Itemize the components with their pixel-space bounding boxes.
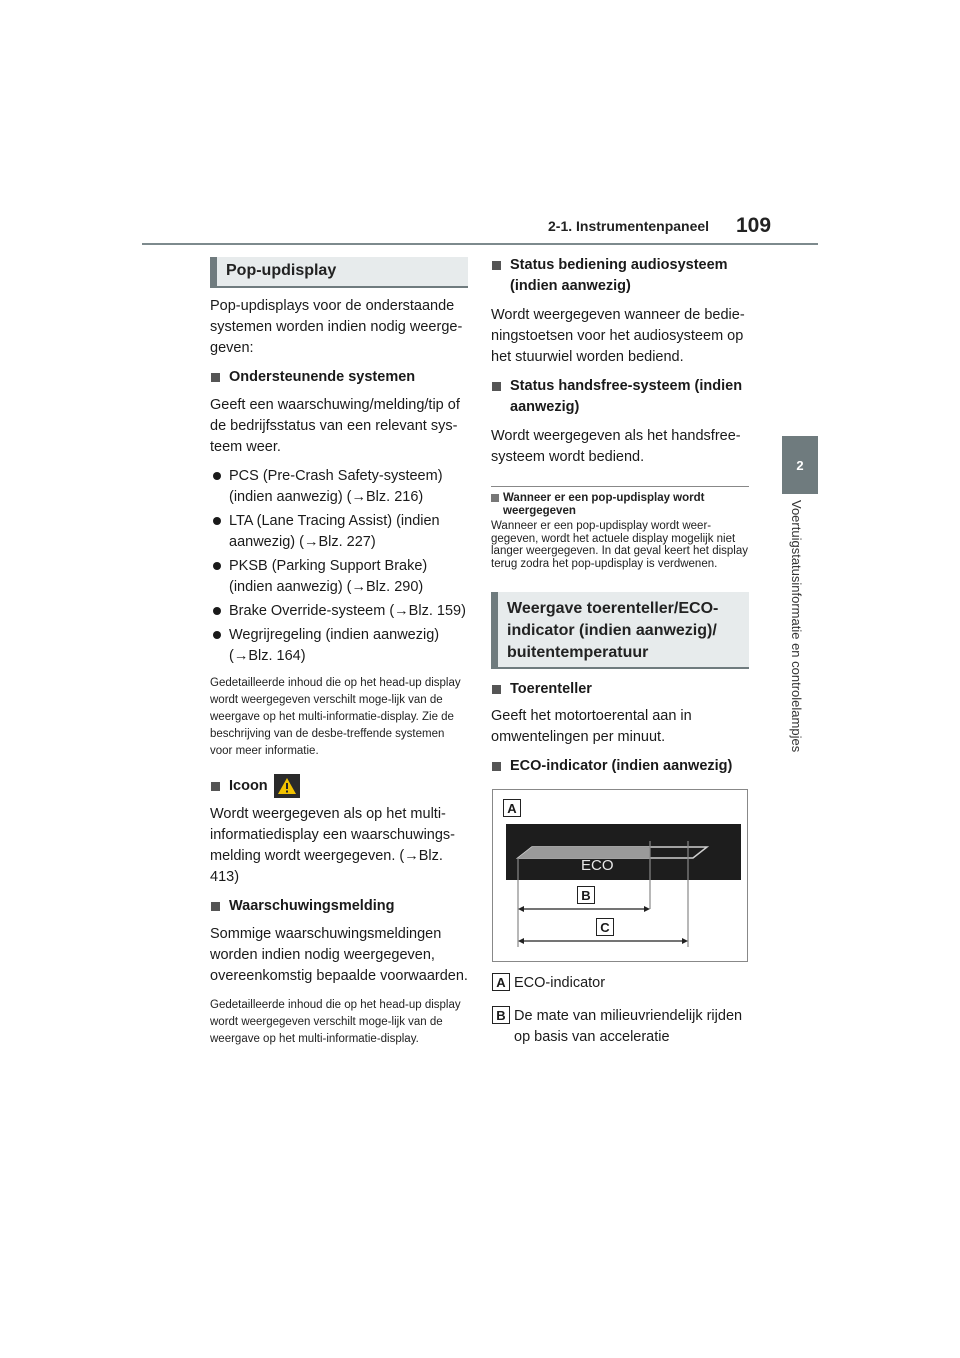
subheading-icon: Icoon	[210, 776, 268, 797]
list-item: PCS (Pre-Crash Safety-systeem) (indien aanwezig) (→Blz. 216)	[210, 466, 468, 508]
callout-b: B	[577, 886, 595, 904]
note-text: Wanneer er een pop-updisplay wordt weer-gegeven, wordt het actuele display mogelijk niet langer weergegeven. In dat geval keert het display terug zodra het pop-updisplay is verdwenen.	[491, 520, 748, 570]
chapter-title: Voertuigstatusinformatie en controlelampjes	[789, 500, 804, 753]
legend-item: B De mate van milieuvriendelijk rijden op basis van acceleratie	[492, 1006, 750, 1048]
list-item: LTA (Lane Tracing Assist) (indien aanwezig) (→Blz. 227)	[210, 511, 468, 553]
section-title: 2-1. Instrumentenpaneel	[548, 218, 710, 234]
callout-c: C	[596, 918, 614, 936]
note-hud-2: Gedetailleerde inhoud die op het head-up display wordt weergegeven verschilt moge-lijk van de weergave op het multi-informatie-display.	[210, 999, 461, 1045]
subheading-warning-message: Waarschuwingsmelding	[210, 896, 468, 917]
section-heading-popup: Pop-updisplay	[210, 257, 468, 288]
left-column	[210, 257, 468, 1048]
subheading-tachometer: Toerenteller	[491, 679, 749, 700]
support-systems-text: Geeft een waarschuwing/melding/tip of de bedrijfsstatus van een relevant sys-teem weer.	[210, 397, 460, 455]
list-item: Brake Override-systeem (→Blz. 159)	[210, 601, 468, 622]
note-block	[491, 486, 749, 570]
subheading-eco-indicator: ECO-indicator (indien aanwezig)	[491, 756, 749, 777]
list-item: PKSB (Parking Support Brake) (indien aanwezig) (→Blz. 290)	[210, 556, 468, 598]
audio-status-text: Wordt weergegeven wanneer de bedie-ningstoetsen voor het audiosysteem op het stuurwiel worden bediend.	[491, 307, 745, 365]
eco-label: ECO	[581, 857, 614, 874]
subheading-handsfree-status: Status handsfree-systeem (indien aanwezig)	[491, 376, 749, 418]
eco-indicator-figure	[492, 789, 748, 962]
tachometer-text: Geeft het motortoerental aan in omwentelingen per minuut.	[491, 708, 692, 745]
callout-a: A	[503, 799, 521, 817]
section-heading-tachometer: Weergave toerenteller/ECO-indicator (indien aanwezig)/ buitentemperatuur	[491, 592, 749, 669]
figure-legend	[492, 973, 750, 1048]
subheading-audio-status: Status bediening audiosysteem (indien aanwezig)	[491, 255, 749, 297]
note-hud-1: Gedetailleerde inhoud die op het head-up display wordt weergegeven verschilt moge-lijk van de weergave op het multi-informatie-display. Zie de beschrijving van de desbe-treffende systemen voor meer informatie.	[210, 677, 461, 757]
header-divider	[142, 243, 818, 245]
warning-icon	[274, 774, 300, 798]
right-column	[491, 255, 749, 777]
list-item: Wegrijregeling (indien aanwezig) (→Blz. 164)	[210, 625, 468, 667]
icon-text: Wordt weergegeven als op het multi-informatiedisplay een waarschuwings-melding wordt weergegeven. (→Blz. 413)	[210, 806, 456, 885]
intro-text: Pop-updisplays voor de onderstaande systemen worden indien nodig weerge-geven:	[210, 298, 463, 356]
subheading-support-systems: Ondersteunende systemen	[210, 367, 468, 388]
warning-message-text: Sommige waarschuwingsmeldingen worden indien nodig weergegeven, overeenkomstig bepaalde voorwaarden.	[210, 926, 468, 984]
handsfree-status-text: Wordt weergegeven als het handsfree-systeem wordt bediend.	[491, 428, 741, 465]
note-title: Wanneer er een pop-updisplay wordt weergegeven	[491, 492, 749, 518]
page-number: 109	[736, 214, 772, 237]
legend-item: A ECO-indicator	[492, 973, 750, 994]
chapter-tab: 2	[782, 436, 818, 494]
